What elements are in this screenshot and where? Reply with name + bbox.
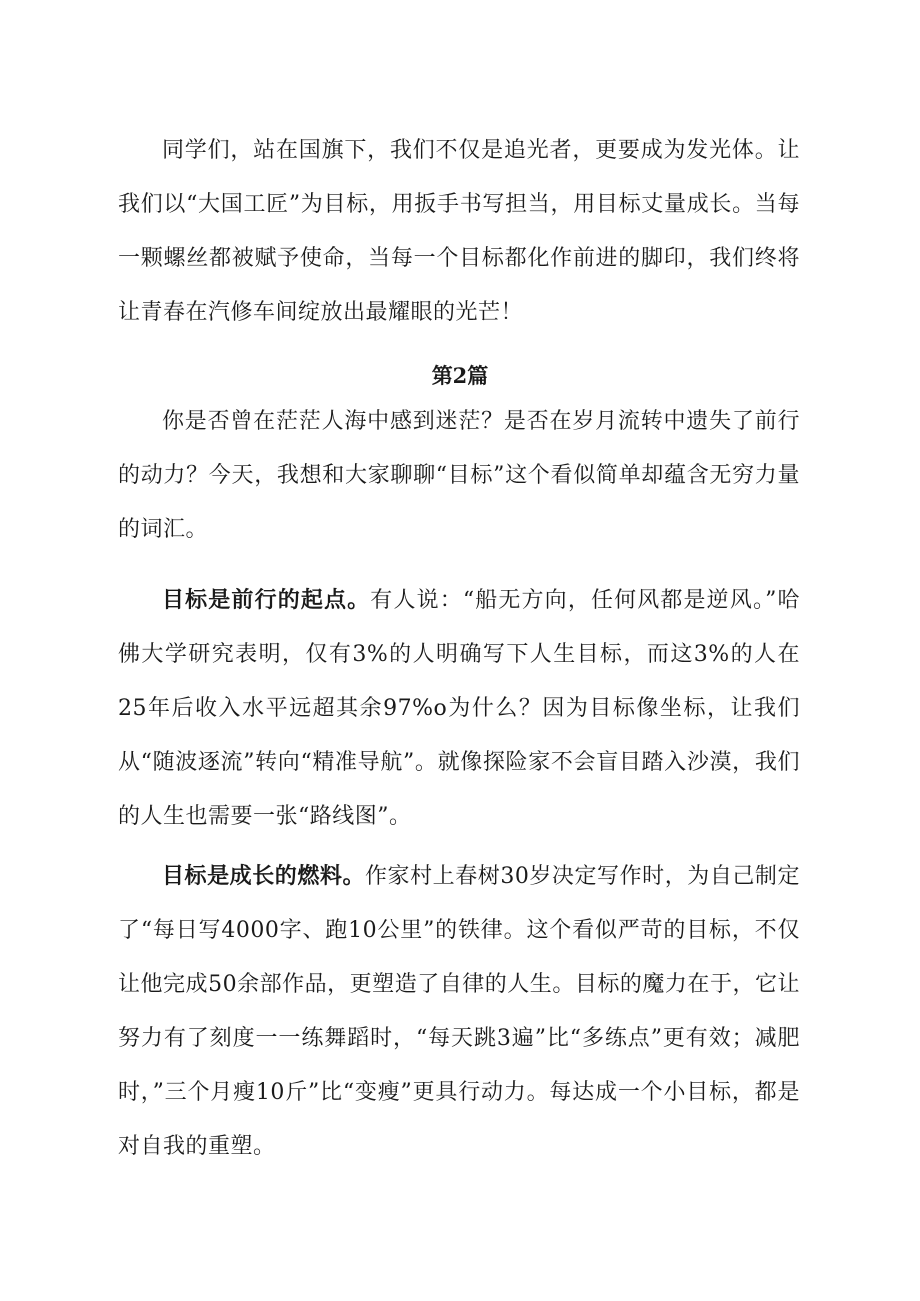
paragraph-3-lead: 目标是前行的起点。 bbox=[162, 587, 371, 613]
paragraph-4-body: 作家村上春树30岁决定写作时，为自己制定了“每日写4000字、跑10公里”的铁律。这个看似严苛的目标，不仅让他完成50余部作品，更塑造了自律的人生。目标的魔力在于，它让努力有了刻度一一练舞蹈时，“每天跳3遍”比“多练点”更有效；减肥时，”三个月瘦10斤”比“变瘦”更具行动力。每达成一个小目标，都是对自我的重塑。 bbox=[118, 864, 800, 1159]
paragraph-intro bbox=[118, 395, 800, 557]
paragraph-3-body: 有人说：“船无方向，任何风都是逆风。”哈佛大学研究表明，仅有3%的人明确写下人生目标，而这3%的人在25年后收入水平远超其余97%o为什么？因为目标像坐标，让我们从“随波逐流”转向“精准导航”。就像探险家不会盲目踏入沙漠，我们的人生也需要一张“路线图”。 bbox=[118, 588, 800, 829]
paragraph-1-text: 同学们，站在国旗下，我们不仅是追光者，更要成为发光体。让我们以“大国工匠”为目标，用扳手书写担当，用目标丈量成长。当每一颗螺丝都被赋予使命，当每一个目标都化作前进的脚印，我们终将让青春在汽修车间绽放出最耀眼的光芒！ bbox=[118, 138, 800, 325]
paragraph-2-text: 你是否曾在茫茫人海中感到迷茫？是否在岁月流转中遗失了前行的动力？今天，我想和大家聊聊“目标”这个看似简单却蕴含无穷力量的词汇。 bbox=[118, 409, 800, 542]
paragraph-4-lead: 目标是成长的燃料。 bbox=[162, 863, 365, 889]
paragraph-closing-speech bbox=[118, 124, 800, 340]
paragraph-goal-fuel bbox=[118, 849, 800, 1174]
paragraph-goal-starting-point bbox=[118, 573, 800, 844]
section-heading: 第2篇 bbox=[431, 363, 489, 388]
